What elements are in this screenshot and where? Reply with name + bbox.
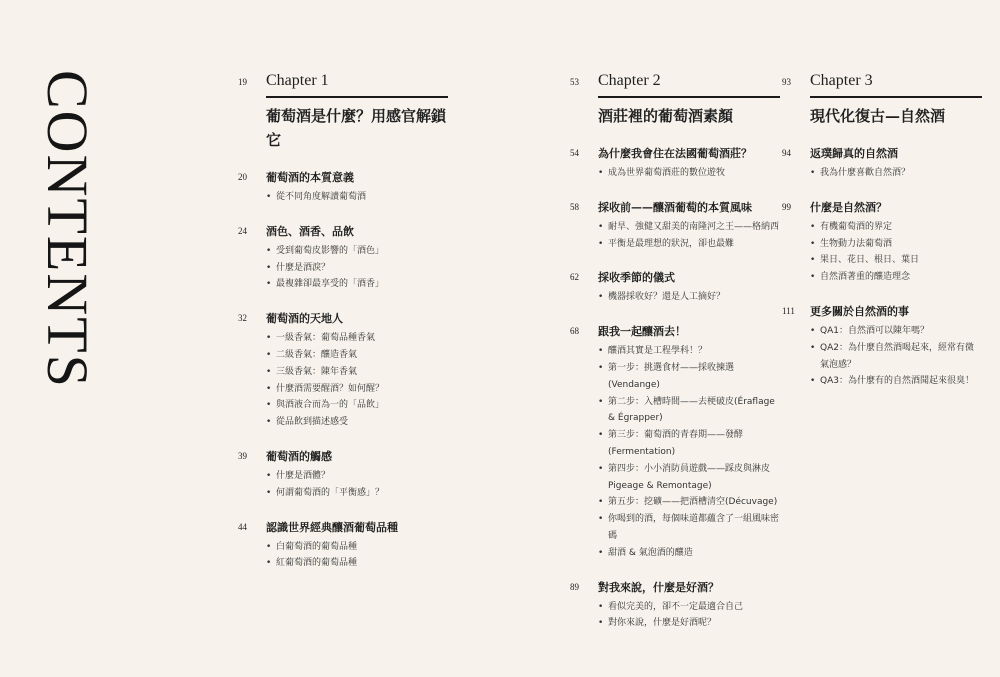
section-page-number: 111 [782, 305, 795, 316]
section-item-list [598, 599, 780, 633]
toc-section [782, 146, 982, 182]
toc-section [782, 200, 982, 286]
toc-section [238, 170, 448, 206]
section-item[interactable]: • 成為世界葡萄酒莊的數位遊牧 [598, 165, 780, 182]
section-item[interactable]: • 什麼酒需要醒酒？如何醒？ [266, 381, 448, 398]
section-item[interactable]: • 從品飲到描述感受 [266, 414, 448, 431]
section-item-list [810, 165, 982, 182]
chapter-page-number: 19 [238, 77, 247, 87]
chapter-name[interactable]: Chapter 2 [598, 72, 661, 89]
section-item[interactable]: • 第五步：挖礦——把酒槽清空(Décuvage) [598, 494, 780, 511]
section-item[interactable]: • 什麼是酒淚？ [266, 260, 448, 277]
section-item[interactable]: • 最複雜卻最享受的「酒香」 [266, 276, 448, 293]
chapter-2-column [570, 72, 780, 632]
chapter-subtitle[interactable]: 現代化復古—自然酒 [810, 107, 946, 125]
chapter-header [238, 72, 448, 92]
section-title[interactable]: 葡萄酒的本質意義 [266, 171, 354, 184]
chapter-page-number: 93 [782, 77, 791, 87]
section-item[interactable]: • 第四步：小小消防員遊戲——踩皮與淋皮 Pigeage & Remontage) [598, 461, 780, 495]
section-item[interactable]: • 受到葡萄皮影響的「酒色」 [266, 243, 448, 260]
toc-section [570, 324, 780, 561]
section-item[interactable]: • 你喝到的酒，每個味道都蘊含了一組風味密碼 [598, 511, 780, 545]
section-title[interactable]: 葡萄酒的觸感 [266, 449, 332, 463]
toc-section [782, 304, 982, 390]
section-page-number: 99 [782, 201, 791, 212]
section-page-number: 39 [238, 450, 247, 461]
section-item[interactable]: • 三級香氣：陳年香氣 [266, 364, 448, 381]
section-item[interactable]: • 看似完美的，卻不一定最適合自己 [598, 599, 780, 616]
section-item[interactable]: • 我為什麼喜歡自然酒？ [810, 165, 982, 182]
section-item[interactable]: • 釀酒其實是工程學科！？ [598, 343, 780, 360]
section-item[interactable]: • 有機葡萄酒的界定 [810, 219, 982, 236]
section-page-number: 62 [570, 272, 579, 283]
section-page-number: 89 [570, 581, 579, 592]
section-title[interactable]: 認識世界經典釀酒葡萄品種 [266, 520, 398, 534]
contents-heading: CONTENTS [35, 70, 100, 389]
chapter-page-number: 53 [570, 77, 579, 87]
section-item[interactable]: • 二級香氣：釀造香氣 [266, 347, 448, 364]
section-title[interactable]: 酒色、酒香、品飲 [266, 224, 354, 238]
section-title[interactable]: 對我來說，什麼是好酒？ [598, 580, 719, 594]
section-item[interactable]: • 平衡是最理想的狀況，卻也最難 [598, 236, 780, 253]
section-item-list [266, 189, 448, 206]
section-item-list [598, 343, 780, 561]
chapter-rule [266, 96, 448, 98]
section-item[interactable]: • 第一步：挑選食材——採收揀選(Vendange) [598, 360, 780, 394]
section-item-list [598, 219, 780, 253]
section-page-number: 44 [238, 521, 247, 532]
section-item-list [598, 165, 780, 182]
section-item[interactable]: • 什麼是酒體？ [266, 468, 448, 485]
section-item[interactable]: • 果日、花日、根日、葉日 [810, 252, 982, 269]
toc-section [238, 224, 448, 293]
section-item-list [810, 219, 982, 286]
toc-section [570, 580, 780, 633]
section-item[interactable]: • 紅葡萄酒的葡萄品種 [266, 555, 448, 572]
chapter-3-column [782, 72, 982, 390]
section-item[interactable]: • QA3：為什麼有的自然酒聞起來很臭！ [810, 373, 982, 390]
section-title[interactable]: 採收季節的儀式 [598, 271, 675, 285]
section-title[interactable]: 為什麼我會住在法國葡萄酒莊？ [598, 147, 752, 160]
chapter-name[interactable]: Chapter 3 [810, 72, 873, 89]
toc-section [570, 270, 780, 306]
section-item[interactable]: • 第二步：入槽時間——去梗破皮(Éraflage & Égrapper) [598, 394, 780, 428]
section-title[interactable]: 什麼是自然酒？ [810, 200, 887, 214]
section-item-list [266, 243, 448, 293]
section-item-list [266, 330, 448, 431]
section-item[interactable]: • 第三步：葡萄酒的青春期——發酵(Fermentation) [598, 427, 780, 461]
section-item-list [266, 468, 448, 502]
section-page-number: 54 [570, 148, 579, 158]
section-item[interactable]: • 耐旱、強健又甜美的南隆河之王——格納西 [598, 219, 780, 236]
chapter-header [570, 72, 780, 92]
section-title[interactable]: 返璞歸真的自然酒 [810, 147, 898, 160]
chapter-rule [598, 96, 780, 98]
section-item[interactable]: • 一級香氣：葡萄品種香氣 [266, 330, 448, 347]
section-item[interactable]: • 對你來說，什麼是好酒呢？ [598, 615, 780, 632]
section-item[interactable]: • 自然酒著重的釀造理念 [810, 269, 982, 286]
section-title[interactable]: 跟我一起釀酒去！ [598, 325, 686, 339]
section-page-number: 94 [782, 148, 791, 158]
chapter-name[interactable]: Chapter 1 [266, 72, 329, 89]
section-item-list [598, 289, 780, 306]
section-page-number: 32 [238, 313, 247, 324]
section-item[interactable]: • QA2：為什麼自然酒喝起來，經常有微氣泡感？ [810, 340, 982, 374]
toc-section [238, 449, 448, 502]
section-page-number: 24 [238, 225, 247, 236]
section-item[interactable]: • 何謂葡萄酒的「平衡感」？ [266, 485, 448, 502]
section-item[interactable]: • 白葡萄酒的葡萄品種 [266, 539, 448, 556]
section-item[interactable]: • 從不同角度解讀葡萄酒 [266, 189, 448, 206]
section-item-list [266, 539, 448, 573]
chapter-1-column [238, 72, 448, 572]
toc-section [238, 520, 448, 573]
section-page-number: 20 [238, 172, 247, 182]
section-item[interactable]: • 機器採收好？還是人工摘好？ [598, 289, 780, 306]
section-item[interactable]: • QA1：自然酒可以陳年嗎？ [810, 323, 982, 340]
chapter-subtitle[interactable]: 酒莊裡的葡萄酒素顏 [598, 107, 734, 125]
section-title[interactable]: 葡萄酒的天地人 [266, 312, 343, 326]
section-page-number: 58 [570, 201, 579, 212]
section-item-list [810, 323, 982, 390]
section-item[interactable]: • 甜酒 & 氣泡酒的釀造 [598, 545, 780, 562]
toc-section [238, 311, 448, 431]
section-title[interactable]: 採收前——釀酒葡萄的本質風味 [598, 200, 752, 214]
toc-section [570, 146, 780, 182]
chapter-header [782, 72, 982, 92]
toc-section [570, 200, 780, 253]
section-item[interactable]: • 生物動力法葡萄酒 [810, 236, 982, 253]
section-title[interactable]: 更多關於自然酒的事 [810, 304, 909, 318]
chapter-subtitle[interactable]: 葡萄酒是什麼？用感官解鎖它 [266, 107, 447, 149]
chapter-rule [810, 96, 982, 98]
section-page-number: 68 [570, 326, 579, 337]
section-item[interactable]: • 與酒液合而為一的「品飲」 [266, 397, 448, 414]
